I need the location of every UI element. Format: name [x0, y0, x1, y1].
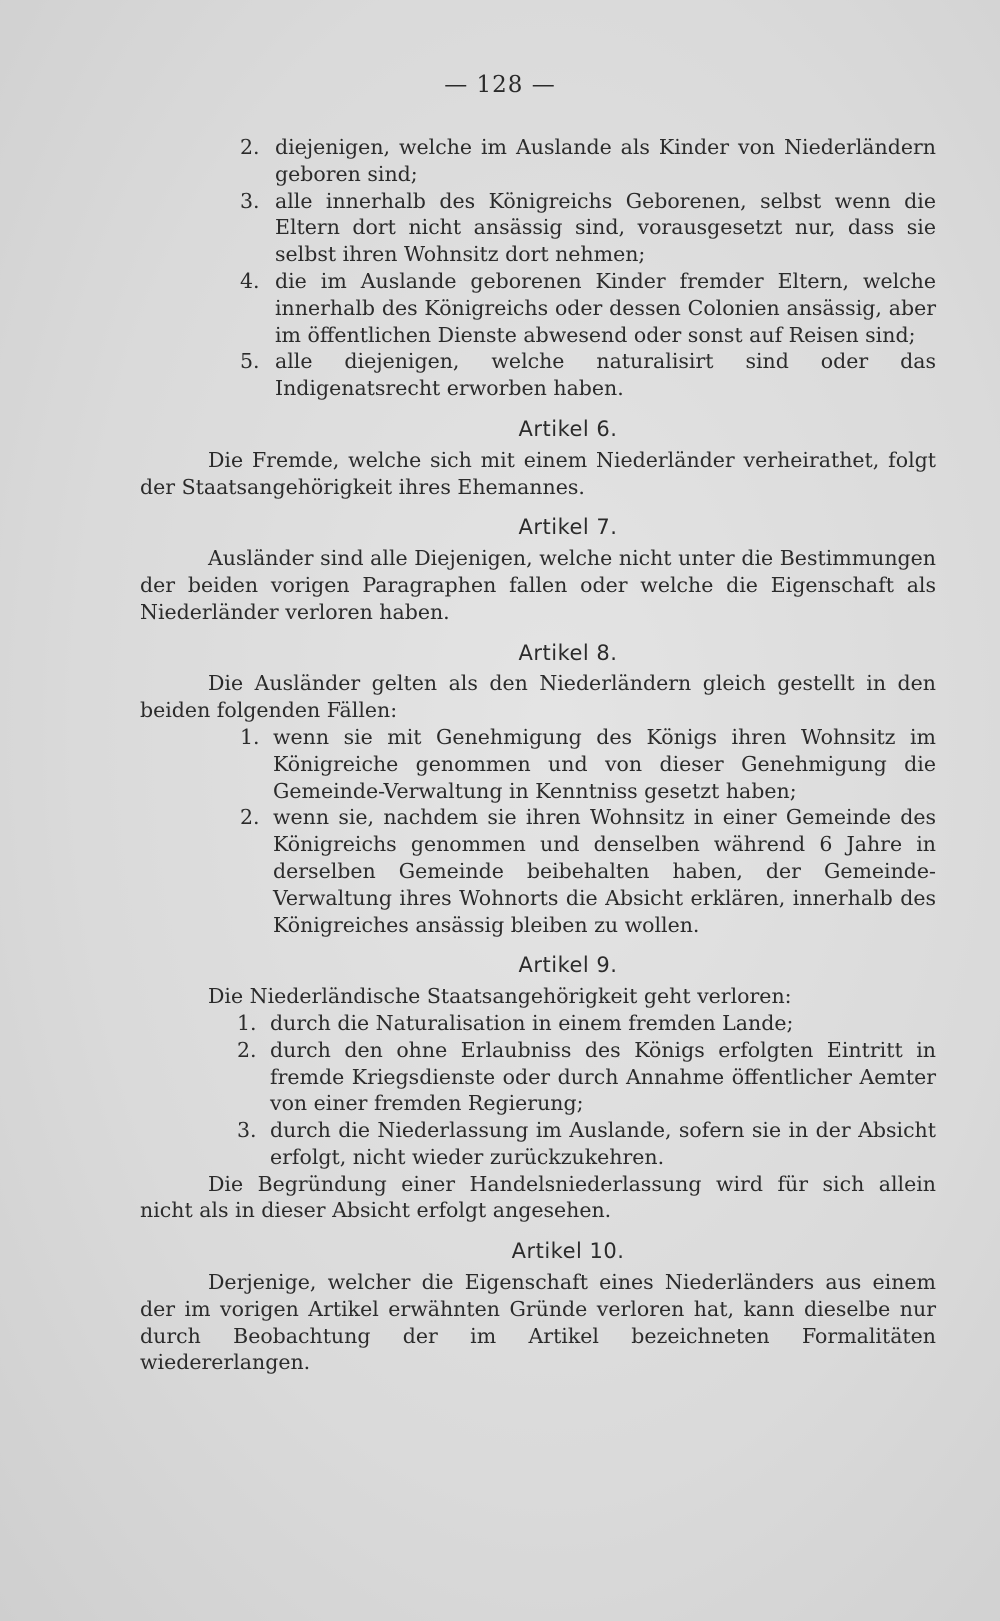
artikel-9 — [140, 952, 936, 1224]
list-item-number: 4. — [240, 268, 260, 293]
list-item-number: 1. — [240, 724, 260, 749]
list-item — [135, 268, 936, 348]
artikel-6 — [140, 416, 936, 500]
list-item — [135, 348, 936, 402]
artikel-heading: Artikel 6. — [518, 416, 618, 441]
list-item — [135, 134, 936, 188]
artikel-heading: Artikel 7. — [518, 515, 618, 540]
artikel-heading: Artikel 9. — [518, 953, 618, 978]
artikel-paragraph: Die Fremde, welche sich mit einem Niederländer verheirathet, folgt der Staatsangehörigkeit ihres Ehemannes. — [140, 447, 936, 499]
list-item-number: 2. — [240, 135, 260, 159]
list-item-text: diejenigen, welche im Auslande als Kinder von Niederländern geboren sind; — [275, 135, 936, 186]
list-item-number: 1. — [237, 1010, 257, 1035]
list-item — [135, 188, 936, 268]
list-item-text: die im Auslande geborenen Kinder fremder Eltern, welche innerhalb des Königreichs oder dessen Colonien ansässig, aber im öffentlichen Dienste abwesend oder sonst auf Reisen sind; — [275, 268, 936, 347]
list-continued — [140, 134, 936, 402]
artikel-intro: Die Niederländische Staatsangehörigkeit geht verloren: — [208, 984, 792, 1009]
artikel-7 — [140, 514, 936, 625]
list-item-text: wenn sie mit Genehmigung des Königs ihren Wohnsitz im Königreiche genommen und von dieser Genehmigung die Gemeinde-Verwaltung in Kenntniss gesetzt haben; — [273, 724, 936, 803]
list-item-number: 3. — [240, 188, 260, 213]
list-item — [140, 1117, 936, 1171]
list-item-number: 5. — [240, 349, 260, 374]
list-item — [140, 1037, 936, 1117]
artikel-heading: Artikel 10. — [511, 1239, 625, 1264]
page-number: — 128 — — [444, 72, 556, 98]
document-body — [140, 134, 936, 1376]
artikel-paragraph: Ausländer sind alle Diejenigen, welche nicht unter die Bestimmungen der beiden vorigen Paragraphen fallen oder welche die Eigenschaft als Niederländer verloren haben. — [140, 546, 936, 624]
list-item-text: alle diejenigen, welche naturalisirt sind oder das Indigenatsrecht erworben haben. — [275, 349, 936, 401]
list-item-text: durch die Naturalisation in einem fremden Lande; — [270, 1010, 794, 1035]
artikel-heading: Artikel 8. — [518, 640, 618, 665]
artikel-intro: Die Ausländer gelten als den Niederländern gleich gestellt in den beiden folgenden Fällen: — [140, 671, 936, 723]
list-item-text: wenn sie, nachdem sie ihren Wohnsitz in einer Gemeinde des Königreichs genommen und denselben während 6 Jahre in derselben Gemeinde beibehalten haben, der Gemeinde-Verwaltung ihres Wohnorts die Absicht erklären, innerhalb des Königreiches ansässig bleiben zu wollen. — [273, 805, 936, 937]
artikel-8 — [140, 640, 936, 939]
list-item-number: 2. — [237, 1037, 257, 1062]
list-item-text: alle innerhalb des Königreichs Geborenen, selbst wenn die Eltern dort nicht ansässig sind, vorausgesetzt nur, dass sie selbst ihren Wohnsitz dort nehmen; — [275, 188, 936, 267]
list-item — [140, 1010, 936, 1037]
list-item-text: durch die Niederlassung im Auslande, sofern sie in der Absicht erfolgt, nicht wieder zurückzukehren. — [270, 1118, 936, 1169]
list-item-number: 2. — [240, 805, 260, 830]
list-item-number: 3. — [237, 1118, 257, 1143]
artikel-closing: Die Begründung einer Handelsniederlassung wird für sich allein nicht als in dieser Absicht erfolgt angesehen. — [140, 1171, 936, 1223]
artikel-paragraph: Derjenige, welcher die Eigenschaft eines Niederländers aus einem der im vorigen Artikel erwähnten Gründe verloren hat, kann dieselbe nur durch Beobachtung der im Artikel bezeichneten Formalitäten wiedererlangen. — [140, 1270, 936, 1375]
artikel-10 — [140, 1238, 936, 1376]
list-item — [140, 804, 936, 938]
list-item-text: durch den ohne Erlaubniss des Königs erfolgten Eintritt in fremde Kriegsdienste oder durch Annahme öffentlicher Aemter von einer fremden Regierung; — [270, 1037, 936, 1116]
list-item — [140, 724, 936, 804]
